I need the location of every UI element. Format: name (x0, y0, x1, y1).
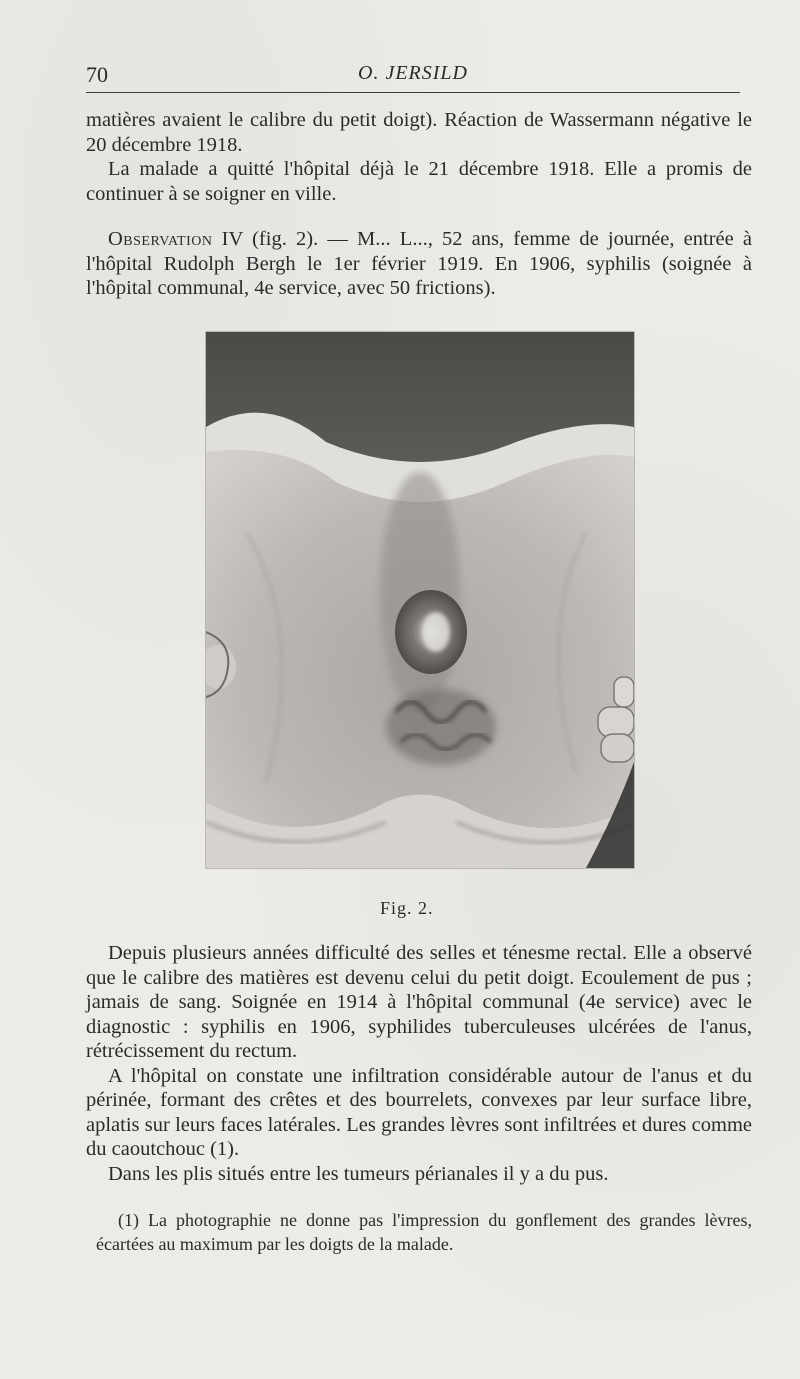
photograph-image (206, 332, 634, 868)
running-head: O. JERSILD (358, 62, 468, 84)
top-text-block (86, 108, 752, 206)
bottom-text-block (86, 941, 752, 1186)
observation-paragraph (86, 227, 752, 301)
page-number: 70 (86, 62, 108, 87)
footnote-text: (1) La photographie ne donne pas l'impression du gonflement des grandes lèvres, écartées au maximum par les doigts de la malade. (96, 1210, 752, 1254)
header-rule (86, 92, 740, 93)
footnote (96, 1208, 752, 1256)
paragraph-findings: A l'hôpital on constate une infiltration considérable autour de l'anus et du périnée, formant des crêtes et des bourrelets, convexes par leur surface libre, aplatis sur leurs faces latérales. Les grandes lèvres sont infiltrées et dures comme du caoutchouc (1). (86, 1064, 752, 1160)
paragraph-history: Depuis plusieurs années difficulté des selles et ténesme rectal. Elle a observé que le calibre des matières est devenu celui du petit doigt. Ecoulement de pus ; jamais de sang. Soignée en 1914 à l'hôpital communal (4e service) avec le diagnostic : syphilis en 1906, syphilides tuberculeuses ulcérées de l'anus, rétrécissement du rectum. (86, 942, 752, 1062)
page-header (86, 60, 740, 90)
paragraph-continuation: matières avaient le calibre du petit doigt). Réaction de Wassermann négative le 20 décembre 1918. (86, 109, 752, 156)
paragraph-discharge: La malade a quitté l'hôpital déjà le 21 décembre 1918. Elle a promis de continuer à se soigner en ville. (86, 158, 752, 205)
paragraph-pus: Dans les plis situés entre les tumeurs périanales il y a du pus. (108, 1162, 609, 1185)
observation-heading: Observation (108, 228, 213, 250)
clinical-photograph (206, 332, 634, 868)
observation-text: IV (fig. 2). — M... L..., 52 ans, femme de journée, entrée à l'hôpital Rudolph Bergh le 1er février 1919. En 1906, syphilis (soignée à l'hôpital communal, 4e service, avec 50 frictions). (86, 228, 752, 299)
figure-caption: Fig. 2. (380, 898, 434, 918)
